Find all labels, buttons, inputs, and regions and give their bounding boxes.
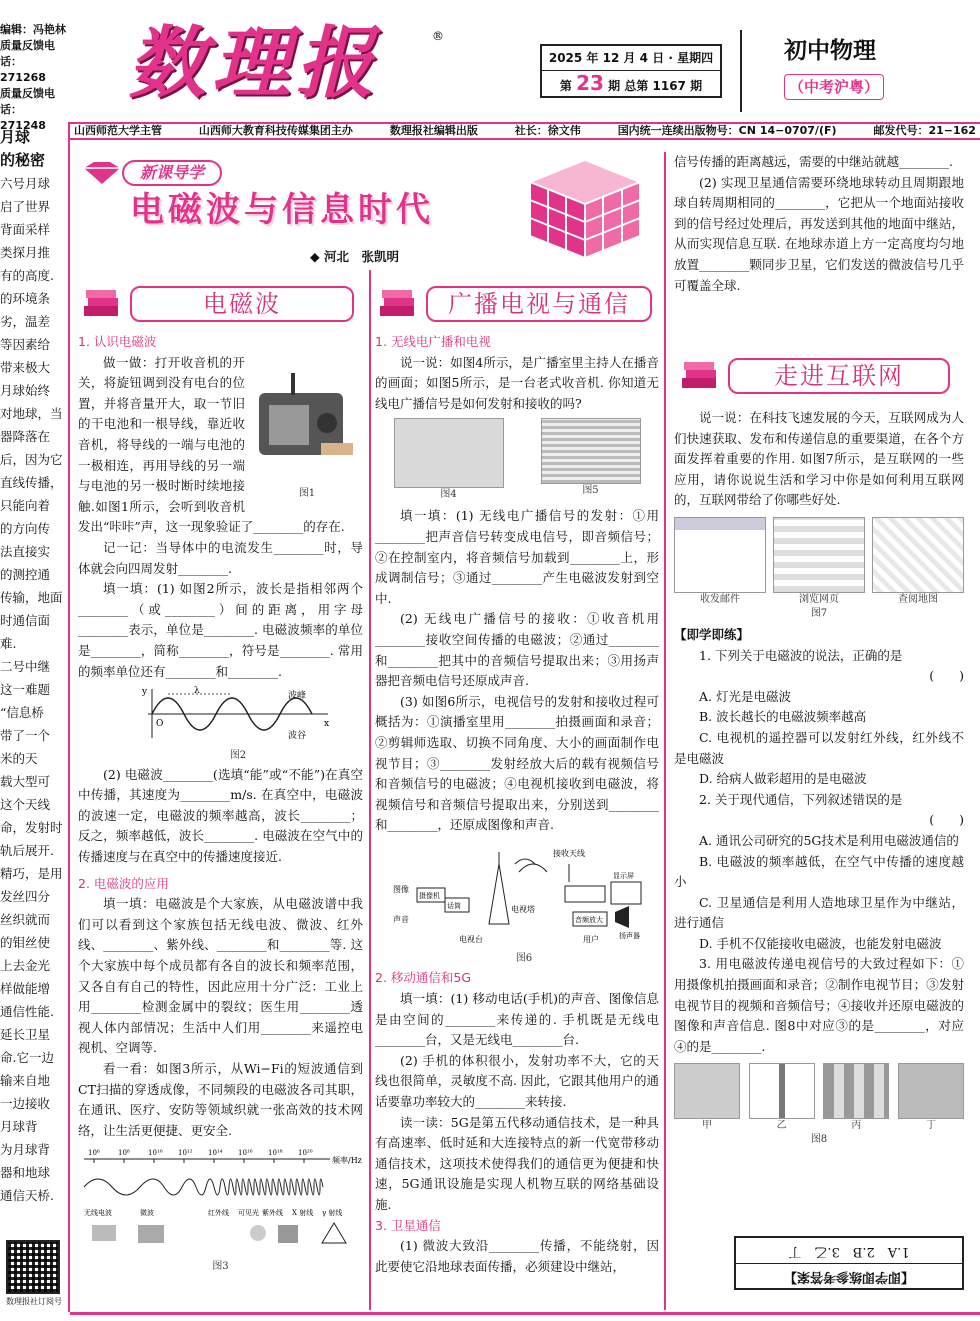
side-text-line: 样做能增 [0, 981, 51, 996]
issue-number: 23 [576, 71, 604, 95]
subject-title: 初中物理 [784, 38, 876, 64]
column-divider [68, 122, 70, 1312]
note-line: 质量反馈电话： [0, 39, 55, 68]
paragraph: 读一读：5G是第五代移动通信技术，是一种具有高速率、低时延和大连接特点的新一代宽带移动通信技术，这项技术使得我们的通信更为便捷和快速，5G通讯设施是实现人机物互联的网络基础设施. [375, 1114, 659, 1212]
publisher-info-bar [70, 122, 980, 140]
section-title: 电磁波 [130, 286, 354, 322]
side-text-line: 延长卫星 [0, 1027, 51, 1042]
info-item: 山西师范大学主管 [74, 124, 162, 137]
fig6-label-sound: 声音 [393, 914, 409, 924]
spectrum-band-label: X 射线 [292, 1209, 314, 1218]
date-box [540, 44, 722, 98]
rubik-cube-icon [510, 152, 660, 260]
figures-4-5 [375, 418, 659, 502]
answer-key-title: 【即学即练参考答案】 [736, 1263, 962, 1288]
fig6-label-mic: 话筒 [447, 901, 461, 910]
figure-caption: 图2 [229, 749, 247, 761]
figure-3 [78, 1145, 363, 1274]
column-3-top [674, 152, 964, 296]
side-text-line: 月球始终 [0, 383, 51, 398]
paragraph: 看一看：如图3所示，从Wi−Fi的短波通信到CT扫描的穿透成像，不同频段的电磁波各司其职，在通讯、医疗、安防等领域织就一张高效的技术网络，让生活更便捷、更安全. [78, 1061, 363, 1138]
side-text-line: 命，发射时 [0, 820, 63, 835]
camera-photo [674, 1063, 740, 1119]
side-text-line: 轨后展开. [0, 843, 54, 858]
side-text-line: 的秘密 [0, 151, 46, 169]
side-text-line: 传输，地面 [0, 590, 63, 605]
figure-caption: 图8 [810, 1134, 828, 1146]
feature-title: 电磁波与信息时代 [130, 190, 434, 230]
fig7-email [674, 517, 766, 607]
figure-8 [674, 1063, 964, 1133]
qr-code-icon[interactable] [6, 1240, 60, 1294]
side-text-line: 月球背 [0, 1119, 38, 1134]
side-text-line: 只能向着 [0, 498, 51, 513]
side-text-line: 类探月推 [0, 245, 51, 260]
fig6-label-antenna: 接收天线 [553, 848, 585, 858]
note-line: 编辑：冯艳林 [0, 23, 66, 36]
announcer-photo [394, 418, 504, 488]
map-screenshot [872, 517, 964, 593]
info-item: 国内统一连续出版物号：CN 14−0707/(F) [617, 124, 837, 137]
info-item: 邮发代号：21−162 [873, 124, 976, 137]
books-icon [378, 288, 418, 320]
spectrum-tick-label: 10¹² [178, 1149, 193, 1158]
info-item: 数理报社编辑出版 [389, 124, 478, 137]
note-line: 质量反馈电话： [0, 87, 55, 116]
figure-subcaption: 丙 [851, 1120, 862, 1132]
practice-heading: 【即学即练】 [674, 626, 750, 642]
fig6-label-speaker: 扬声器 [619, 931, 640, 940]
trough-label: 波谷 [288, 731, 307, 742]
subheading: 2. 移动通信和5G [375, 970, 472, 986]
paragraph: 说一说：如图4所示，是广播室里主持人在播音的画面；如图5所示，是一台老式收音机. 你知道无线电广播信号是如何发射和接收的吗? [375, 354, 659, 411]
side-text-line: 后，因为它 [0, 452, 63, 467]
side-text-line: 带了一个 [0, 728, 51, 743]
side-text-line: 丝织就而 [0, 912, 51, 927]
figure-caption: 图6 [515, 953, 533, 965]
subheading: 2. 电磁波的应用 [78, 875, 169, 891]
spectrum-tick-label: 10²⁰ [298, 1149, 313, 1158]
crest-label: 波峰 [288, 691, 307, 702]
date-line: 2025 年 12 月 4 日 · 星期四 [542, 46, 720, 71]
issue-mid: 期 [608, 79, 621, 93]
info-item: 社长：徐文伟 [514, 124, 581, 137]
figure-subcaption: 乙 [776, 1120, 787, 1132]
option: C. 卫星通信是利用人造地球卫星作为中继站，进行通信 [674, 894, 964, 931]
figure-caption: 图1 [298, 488, 316, 500]
answer-bracket: ( ) [929, 812, 964, 828]
paragraph: 填一填：电磁波是个大家族，从电磁波谱中我们可以看到这个家族包括无线电波、微波、红外线、________、紫外线、________和________等. 这个大家族中每个成员都有各自的波长和频率范围，又各自有自己的特性，因此应用十分广泛：工业上用________检测金属中的裂纹；医生用________透视人体内部情况；生活中人们用________来遥控电视机、空调等. [78, 896, 363, 1056]
radio-battery-icon [251, 353, 363, 481]
spectrum-band-label: 紫外线 [262, 1209, 283, 1218]
figure-caption: 图4 [440, 489, 457, 501]
option: B. 波长越长的电磁波频率越高 [699, 709, 867, 725]
side-text-line: 对地球，当 [0, 406, 63, 421]
paragraph: (2) 电磁波________(选填“能”或“不能”)在真空中传播，其速度为________m/s. 在真空中，电磁波的波速一定，电磁波的频率越高，波长________；反之，频率越低，波长________. 电磁波在空气中的传播速度与在真空中的传播速度接近. [78, 766, 363, 865]
side-text-line: 上去金光 [0, 958, 51, 973]
column-divider [664, 152, 666, 1310]
paragraph: 填一填：(1) 如图2所示，波长是指相邻两个________（或________）间的距离，用字母________表示，单位是________. 电磁波频率的单位是________，简称________，符号是________. 常用的频率单位还有________和________. [78, 581, 363, 679]
side-text-line: 这个天线 [0, 797, 51, 812]
section-header-internet [680, 356, 964, 396]
side-text-line: 法直接实 [0, 544, 51, 559]
bottom-rule [70, 1312, 980, 1315]
paragraph: 填一填：(1) 移动电话(手机)的声音、图像信息是由空间的________来传递的. 手机既是无线电________台，又是无线电________台. [375, 991, 659, 1048]
side-text-line: 为月球背 [0, 1142, 51, 1157]
side-text-line: 一边接收 [0, 1096, 51, 1111]
webpage-screenshot [773, 517, 865, 593]
section-header-electromagnetic-wave [82, 284, 362, 324]
fig6-label-tower: 电视塔 [511, 904, 535, 914]
figure-4 [394, 418, 504, 502]
section-header-broadcast [378, 284, 658, 324]
side-text-line: 米的天 [0, 751, 38, 766]
figure-6 [389, 842, 659, 967]
spectrum-tick-label: 10⁸ [118, 1149, 130, 1158]
paragraph: 填一填：(1) 无线电广播信号的发射：①用________把声音信号转变成电信号，即音频信号；②在控制室内，将音频信号加载到________上，形成调制信号；③通过________产生电磁波发射到空中. [375, 508, 659, 606]
answer-bracket: ( ) [929, 668, 964, 684]
spectrum-diagram [78, 1145, 363, 1253]
side-text-line: 二号中继 [0, 659, 51, 674]
qr-caption: 数理报社订阅号 [6, 1297, 62, 1306]
spectrum-band-label: 可见光 [238, 1209, 259, 1218]
figure-7 [674, 517, 964, 607]
column-1 [78, 332, 363, 1274]
figure-caption: 图7 [810, 607, 828, 619]
subheading: 1. 认识电磁波 [78, 334, 157, 349]
side-text-line: 启了世界 [0, 199, 51, 214]
figure-subcaption: 收发邮件 [700, 593, 740, 605]
spectrum-tick-label: 10¹⁰ [148, 1149, 163, 1158]
side-text-line: 输来自地 [0, 1073, 51, 1088]
option: A. 灯光是电磁波 [699, 688, 791, 704]
answer-key-values: 1.A 2.B 3.乙 丁 [788, 1244, 910, 1259]
option: D. 手机不仅能接收电磁波，也能发射电磁波 [699, 935, 942, 951]
question: 2. 关于现代通信，下列叙述错误的是 [699, 791, 903, 807]
email-screenshot [674, 517, 766, 593]
fig8-a [674, 1063, 740, 1133]
paragraph: (2) 无线电广播信号的接收：①收音机用________接收空间传播的电磁波；②通过________和________把其中的音频信号提取出来；③用扬声器把音频电信号还原成声音. [375, 611, 659, 689]
side-text-line: 器降落在 [0, 429, 51, 444]
side-text-line: 命.它一边 [0, 1050, 54, 1065]
side-text-line: 的钼丝使 [0, 935, 51, 950]
wave-diagram [138, 684, 338, 742]
column-2 [375, 332, 659, 1277]
side-text-line: 等因素给 [0, 337, 51, 352]
side-text-line: 的测控通 [0, 567, 51, 582]
figure-subcaption: 查阅地图 [898, 593, 938, 605]
side-text-line: 时通信面 [0, 613, 51, 628]
fig6-label-screen: 显示屏 [613, 871, 634, 880]
fig6-label-amp: 音频放大 [575, 915, 603, 924]
note-line: 271268 [0, 71, 46, 84]
column-3 [674, 408, 964, 1147]
figure-subcaption: 丁 [925, 1120, 936, 1132]
fig6-label-image: 图像 [393, 884, 409, 894]
section-title: 广播电视与通信 [426, 286, 652, 322]
fig6-label-camera: 摄像机 [419, 891, 440, 900]
answer-key-box [734, 1236, 964, 1290]
gem-icon [80, 160, 124, 186]
fig6-label-station: 电视台 [459, 934, 483, 944]
option: C. 电视机的遥控器可以发射红外线，红外线不是电磁波 [674, 729, 964, 766]
paragraph: (2) 手机的体积很小，发射功率不大，它的天线也很简单，灵敏度不高. 因此，它跟其他用户的通话要靠功率较大的________来转接. [375, 1052, 659, 1110]
edition-label: （中考沪粤） [784, 74, 884, 100]
spectrum-tick-label: 10¹⁸ [268, 1149, 283, 1158]
tower-photo [749, 1063, 815, 1119]
books-icon [680, 360, 720, 392]
spectrum-band-label: 微波 [140, 1209, 154, 1218]
figure-1 [251, 353, 363, 499]
lambda-label: λ [194, 686, 200, 697]
side-text-line: 通信天桥. [0, 1188, 54, 1203]
spectrum-band-label: 红外线 [208, 1209, 229, 1218]
option: D. 给病人做彩超用的是电磁波 [699, 771, 867, 787]
side-text-line: 的方向传 [0, 521, 51, 536]
paragraph: 做一做：打开收音机的开关，将旋钮调到没有电台的位置，并将音量开大，取一节旧的干电池和一根导线，靠近收音机，将导线的一端与电池的一极相连，再用导线的另一端与电池的另一极时断时续地接触.如图1所示，会听到收音机发出“咔咔”声，这一现象验证了________的存在. [78, 354, 345, 535]
side-text-line: 有的高度. [0, 268, 54, 283]
figure-caption: 图5 [582, 485, 599, 497]
paragraph: 记一记：当导体中的电流发生________时，导体就会向四周发射________. [78, 539, 363, 576]
paragraph: (3) 如图6所示，电视信号的发射和接收过程可概括为：①演播室里用________拍摄画面和录音；②剪辑师选取、切换不同角度、大小的画面制作电视节目；③________发射经放大后的载有视频信号和音频信号的电磁波；④电视机接收到电磁波，将视频信号和音频信号提取出来，分别送到________和________，还原成图像和声音. [375, 693, 659, 833]
question: 3. 用电磁波传递电视信号的大致过程如下：①用摄像机拍摄画面和录音；②制作电视节目；③发射电视节目的视频和音频信号；④接收并还原电磁波的图像和声音信息. 图8中对应③的是________，对应④的是________. [674, 956, 964, 1054]
fig7-web [773, 517, 865, 607]
side-text-line: 难. [0, 636, 17, 651]
side-text-line: 载大型可 [0, 774, 51, 789]
figure-caption: 图3 [212, 1260, 229, 1272]
axis-label: 频率/Hz [332, 1156, 362, 1166]
tv-transmission-diagram [389, 842, 649, 946]
side-text-line: 精巧，是用 [0, 866, 63, 881]
issue-line [542, 71, 720, 98]
question: 1. 下列关于电磁波的说法，正确的是 [699, 647, 903, 663]
side-text-line: 背面采样 [0, 222, 51, 237]
column-tag: 新课导学 [122, 160, 222, 186]
registered-mark-icon: ® [432, 29, 444, 43]
subheading: 3. 卫星通信 [375, 1217, 441, 1233]
fig8-c [823, 1063, 889, 1133]
subheading: 1. 无线电广播和电视 [375, 334, 491, 349]
side-text-line: 的环境条 [0, 291, 51, 306]
spectrum-tick-label: 10¹⁶ [238, 1149, 253, 1158]
masthead-divider [740, 30, 742, 112]
side-text-line: “信息桥 [0, 705, 44, 720]
fig6-label-user: 用户 [583, 934, 599, 944]
newspaper-logo: 数理报 [128, 18, 381, 109]
info-item: 山西师大教育科技传媒集团主办 [198, 124, 353, 137]
fig7-map [872, 517, 964, 607]
section-title: 走进互联网 [728, 358, 950, 394]
spectrum-tick-label: 10¹⁴ [208, 1149, 223, 1158]
side-column-article [0, 126, 66, 1236]
figure-5 [541, 418, 641, 502]
side-text-line: 通信性能. [0, 1004, 54, 1019]
fig8-d [898, 1063, 964, 1133]
side-text-line: 这一难题 [0, 682, 51, 697]
books-icon [82, 288, 122, 320]
x-axis-label: x [324, 719, 330, 730]
issue-prefix: 第 [559, 79, 572, 93]
paragraph: (1) 微波大致沿________传播，不能绕射，因此要使它沿地球表面传播，必须建设中继站， [375, 1238, 659, 1274]
side-text-line: 六号月球 [0, 176, 51, 191]
option: A. 通讯公司研究的5G技术是利用电磁波通信的 [699, 832, 959, 848]
paragraph: 说一说：在科技飞速发展的今天，互联网成为人们快速获取、发布和传递信息的重要渠道，在各个方面发挥着重要的作用. 如图7所示，是互联网的一些应用，请你说说生活和学习中你是如何利用互联网的，互联网带给了你哪些好处. [674, 410, 964, 508]
paragraph: 信号传播的距离越远，需要的中继站就越________. [674, 154, 953, 169]
y-axis-label: y [142, 687, 148, 698]
side-text-line: 发丝四分 [0, 889, 51, 904]
note-line: 271248 [0, 119, 46, 132]
figure-subcaption: 甲 [702, 1120, 712, 1132]
side-text-line: 直线传播， [0, 475, 63, 490]
old-radio-photo [541, 418, 641, 484]
option: B. 电磁波的频率越低，在空气中传播的速度越小 [674, 853, 964, 890]
side-text-line: 带来极大 [0, 360, 51, 375]
side-text-line: 月球 [0, 128, 31, 146]
spectrum-band-label: 无线电波 [84, 1209, 112, 1218]
feature-banner [80, 152, 660, 260]
tv-photo [898, 1063, 964, 1119]
origin-label: O [156, 719, 164, 730]
spectrum-tick-label: 10⁶ [88, 1149, 100, 1158]
fig8-b [749, 1063, 815, 1133]
author-line: ◆ 河北 张凯明 [310, 249, 399, 264]
figure-subcaption: 浏览网页 [799, 593, 839, 605]
issue-total: 总第 1167 期 [624, 79, 703, 93]
figure-2 [138, 684, 338, 763]
spectrum-band-label: γ 射线 [322, 1209, 343, 1218]
editor-note [0, 0, 70, 132]
monitors-photo [823, 1063, 889, 1119]
column-divider [369, 270, 371, 1310]
paragraph: (2) 实现卫星通信需要环绕地球转动且周期跟地球自转周期相同的________，它把从一个地面站接收到的信号经过处理后，再发送到其他的地面中继站，从而实现信息互联. 在地球赤道上方一定高度均匀地放置________颗同步卫星，它们发送的微波信号几乎可覆盖全球. [674, 174, 964, 293]
side-text-line: 器和地球 [0, 1165, 51, 1180]
side-text-line: 劣，温差 [0, 314, 51, 329]
